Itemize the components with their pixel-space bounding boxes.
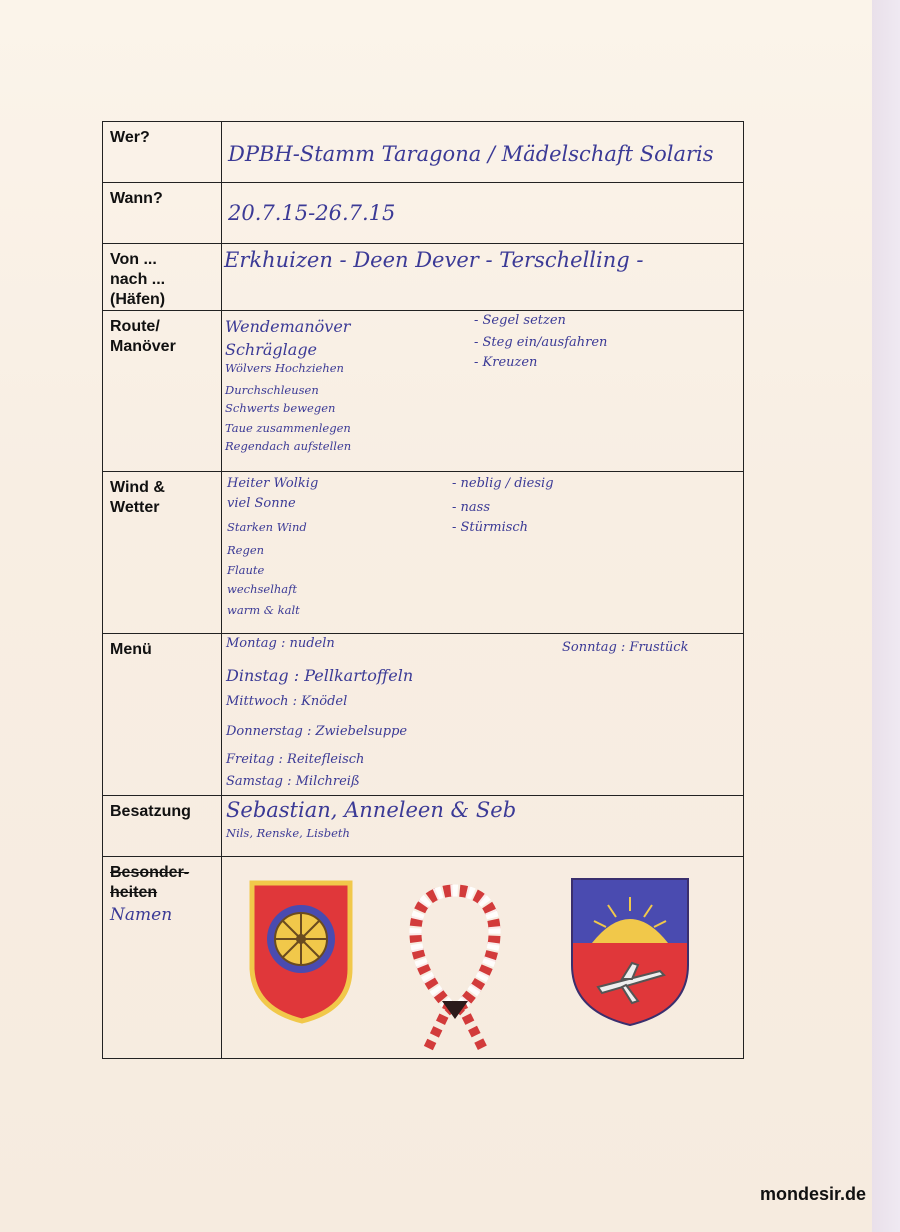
ribbon-knot-icon	[404, 883, 506, 1059]
label-wer: Wer?	[103, 122, 222, 183]
route-item: Schwerts bewegen	[225, 401, 336, 415]
row-wind	[103, 472, 744, 634]
crew-line-1: Sebastian, Anneleen & Seb	[226, 798, 517, 822]
route-item-right: - Segel setzen	[474, 313, 566, 328]
value-von: Erkhuizen - Deen Dever - Terschelling -	[224, 248, 644, 272]
route-item: Schräglage	[225, 340, 318, 359]
label-menu: Menü	[103, 634, 222, 796]
value-cell-wann	[222, 183, 744, 244]
label-von: Von ... nach ... (Häfen)	[103, 244, 222, 311]
weather-item: viel Sonne	[227, 496, 296, 511]
route-item-right: - Kreuzen	[474, 355, 538, 370]
label-wann: Wann?	[103, 183, 222, 244]
weather-item: warm & kalt	[227, 603, 300, 617]
weather-item: Regen	[227, 543, 265, 557]
row-route	[103, 311, 744, 472]
menu-day: Dinstag : Pellkartoffeln	[226, 666, 414, 685]
wheel-crest-icon	[246, 877, 358, 1027]
menu-day: Donnerstag : Zwiebelsuppe	[226, 724, 408, 739]
row-wer	[103, 122, 744, 183]
value-cell-crew	[222, 796, 744, 857]
menu-day: Mittwoch : Knödel	[226, 694, 348, 709]
value-cell-wind	[222, 472, 744, 634]
sun-plane-crest-icon	[568, 875, 692, 1031]
label-route: Route/ Manöver	[103, 311, 222, 472]
route-item-right: - Steg ein/ausfahren	[474, 335, 608, 350]
label-special	[103, 857, 222, 1059]
weather-item: wechselhaft	[227, 582, 298, 596]
route-item: Taue zusammenlegen	[225, 421, 351, 435]
route-item: Wendemanöver	[225, 317, 351, 336]
weather-item-right: - Stürmisch	[452, 520, 529, 535]
menu-day: Montag : nudeln	[226, 636, 335, 651]
value-cell-menu	[222, 634, 744, 796]
value-cell-wer	[222, 122, 744, 183]
menu-day: Samstag : Milchreiß	[226, 774, 360, 789]
menu-day: Freitag : Reitefleisch	[226, 752, 365, 767]
route-item: Wölvers Hochziehen	[225, 361, 344, 375]
label-crew: Besatzung	[103, 796, 222, 857]
row-special	[103, 857, 744, 1059]
weather-item: Heiter Wolkig	[227, 476, 319, 491]
menu-sunday: Sonntag : Frustück	[562, 640, 689, 655]
logbook-table	[102, 121, 744, 1059]
route-item: Regendach aufstellen	[225, 439, 352, 453]
row-wann	[103, 183, 744, 244]
row-menu	[103, 634, 744, 796]
label-struck-1: Besonder-	[110, 864, 190, 881]
label-handwritten-namen: Namen	[110, 905, 173, 925]
weather-item-right: - nass	[452, 500, 490, 515]
page-edge	[872, 0, 900, 1232]
label-wind: Wind & Wetter	[103, 472, 222, 634]
weather-item: Flaute	[227, 563, 265, 577]
weather-item-right: - neblig / diesig	[452, 476, 554, 491]
value-cell-route	[222, 311, 744, 472]
footer-watermark: mondesir.de	[759, 1184, 866, 1204]
label-struck-2: heiten	[110, 884, 158, 901]
route-item: Durchschleusen	[225, 383, 319, 397]
row-crew	[103, 796, 744, 857]
crew-line-2: Nils, Renske, Lisbeth	[226, 826, 350, 840]
value-wann: 20.7.15-26.7.15	[228, 201, 396, 225]
value-wer: DPBH-Stamm Taragona / Mädelschaft Solaris	[228, 142, 714, 166]
value-cell-von	[222, 244, 744, 311]
row-von	[103, 244, 744, 311]
weather-item: Starken Wind	[227, 520, 307, 534]
value-cell-special	[222, 857, 744, 1059]
